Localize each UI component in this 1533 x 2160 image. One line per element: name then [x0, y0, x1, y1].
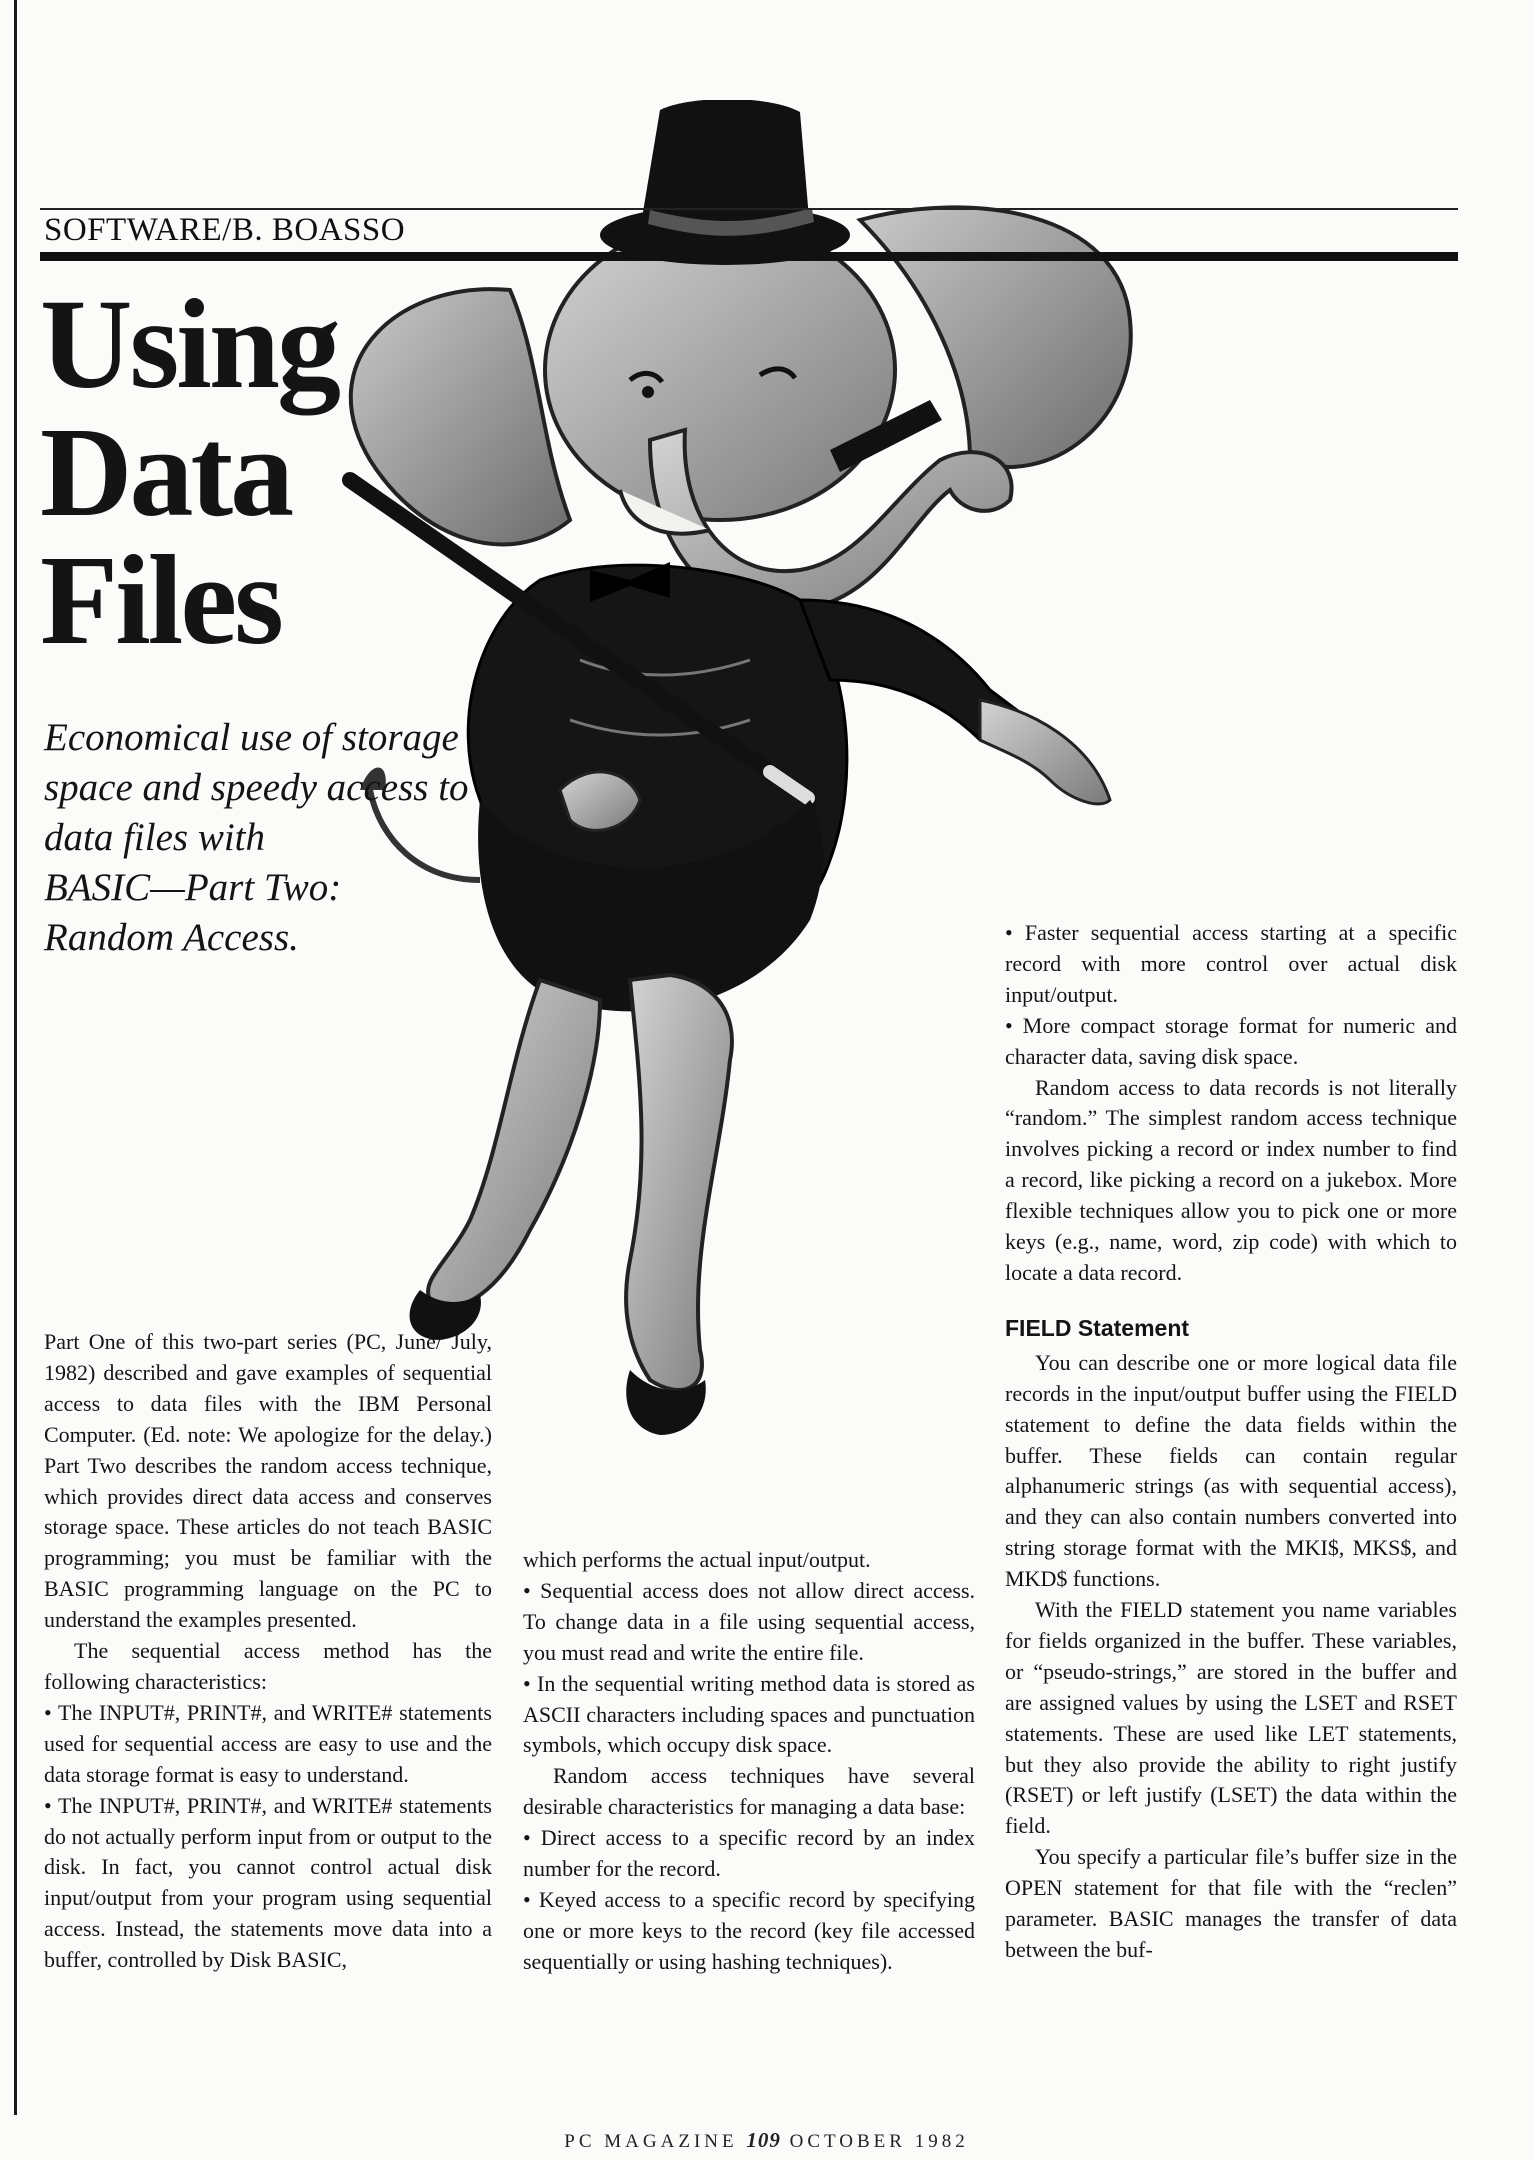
- subtitle-line: BASIC—Part Two:: [44, 866, 342, 909]
- body-paragraph: You specify a particular file’s buffer size in the OPEN statement for that file with the “reclen” parameter. BASIC manages the transfer of data between the buf-: [1005, 1844, 1457, 1962]
- bullet-paragraph: • The INPUT#, PRINT#, and WRITE# statements do not actually perform input from or output to the disk. In fact, you cannot control actual disk input/output from your program using sequential access. Instead, the statements move data into a buffer, controlled by Disk BASIC,: [44, 1792, 492, 1973]
- elephant-head: [545, 220, 895, 520]
- header-thick-rule: [40, 252, 1458, 261]
- subtitle-line: data files with: [44, 816, 266, 859]
- body-paragraph: The sequential access method has the following characteristics:: [44, 1638, 492, 1694]
- body-paragraph: Random access to data records is not literally “random.” The simplest random access technique involves picking a record or index number to find a record, like picking a record on a jukebox. More flexible techniques allow you to pick one or more keys (e.g., name, word, zip code) with which to locate a data record.: [1005, 1074, 1457, 1285]
- footer-magazine: PC MAGAZINE: [564, 2131, 738, 2152]
- page-margin-rule: [14, 0, 17, 2115]
- footer-page-number: 109: [746, 2128, 781, 2152]
- section-heading: FIELD Statement: [1005, 1314, 1190, 1341]
- title-line: Data: [40, 401, 292, 543]
- subtitle-line: space and speedy access to: [44, 766, 469, 809]
- article-title: [40, 273, 520, 671]
- body-column-2: [523, 1545, 975, 1978]
- elephant-leg-left: [428, 980, 600, 1306]
- section-label: SOFTWARE/B. BOASSO: [44, 212, 406, 248]
- body-paragraph: Part One of this two-part series (PC, June/ July, 1982) described and gave examples of sequential access to data files with the IBM Personal Computer. (Ed. note: We apologize for the delay.) Part Two describes the random access technique, which provides direct data access and conserves storage space. These articles do not teach BASIC programming; you must be familiar with the BASIC programming language on the PC to understand the examples presented.: [44, 1329, 492, 1633]
- bullet-paragraph: • In the sequential writing method data is stored as ASCII characters including spaces and punctuation symbols, which occupy disk space.: [523, 1670, 975, 1758]
- bullet-paragraph: • Direct access to a specific record by an index number for the record.: [523, 1825, 975, 1882]
- body-paragraph: With the FIELD statement you name variables for fields organized in the buffer. These variables, or “pseudo-strings,” are stored in the buffer and are assigned values by using the LSET and RSET statements. These are used like LET statements, but they also provide the ability to right justify (RSET) or left justify (LSET) the data within the field.: [1005, 1597, 1457, 1839]
- body-paragraph: which performs the actual input/output.: [523, 1547, 871, 1572]
- body-paragraph: You can describe one or more logical data file records in the input/output buffer using the FIELD statement to define the data fields within the buffer. These fields can contain regular alphanumeric strings (as with sequential access), and they can also contain numbers converted into string storage format with the MKI$, MKS$, and MKD$ functions.: [1005, 1349, 1457, 1592]
- article-subtitle: [44, 713, 514, 963]
- bullet-paragraph: • The INPUT#, PRINT#, and WRITE# statements used for sequential access are easy to use and the data storage format is easy to understand.: [44, 1699, 492, 1787]
- subtitle-line: Random Access.: [44, 916, 299, 959]
- bullet-paragraph: • Sequential access does not allow direct access. To change data in a file using sequential access, you must read and write the entire file.: [523, 1577, 975, 1665]
- bullet-paragraph: • Faster sequential access starting at a specific record with more control over actual disk input/output.: [1005, 920, 1457, 1007]
- footer-issue: OCTOBER 1982: [789, 2131, 969, 2152]
- subtitle-line: Economical use of storage: [44, 716, 459, 759]
- page-footer: [0, 2128, 1533, 2153]
- header-thin-rule: [40, 208, 1458, 210]
- body-paragraph: Random access techniques have several desirable characteristics for managing a data base:: [523, 1763, 975, 1820]
- bullet-paragraph: • More compact storage format for numeric and character data, saving disk space.: [1005, 1012, 1457, 1069]
- body-column-1: [44, 1327, 492, 1976]
- title-line: Files: [40, 529, 281, 671]
- title-line: Using: [40, 273, 338, 415]
- elephant-leg-right: [626, 975, 732, 1390]
- body-column-3: [1005, 918, 1457, 1966]
- bullet-paragraph: • Keyed access to a specific record by specifying one or more keys to the record (key file accessed sequentially or using hashing techniques).: [523, 1886, 975, 1974]
